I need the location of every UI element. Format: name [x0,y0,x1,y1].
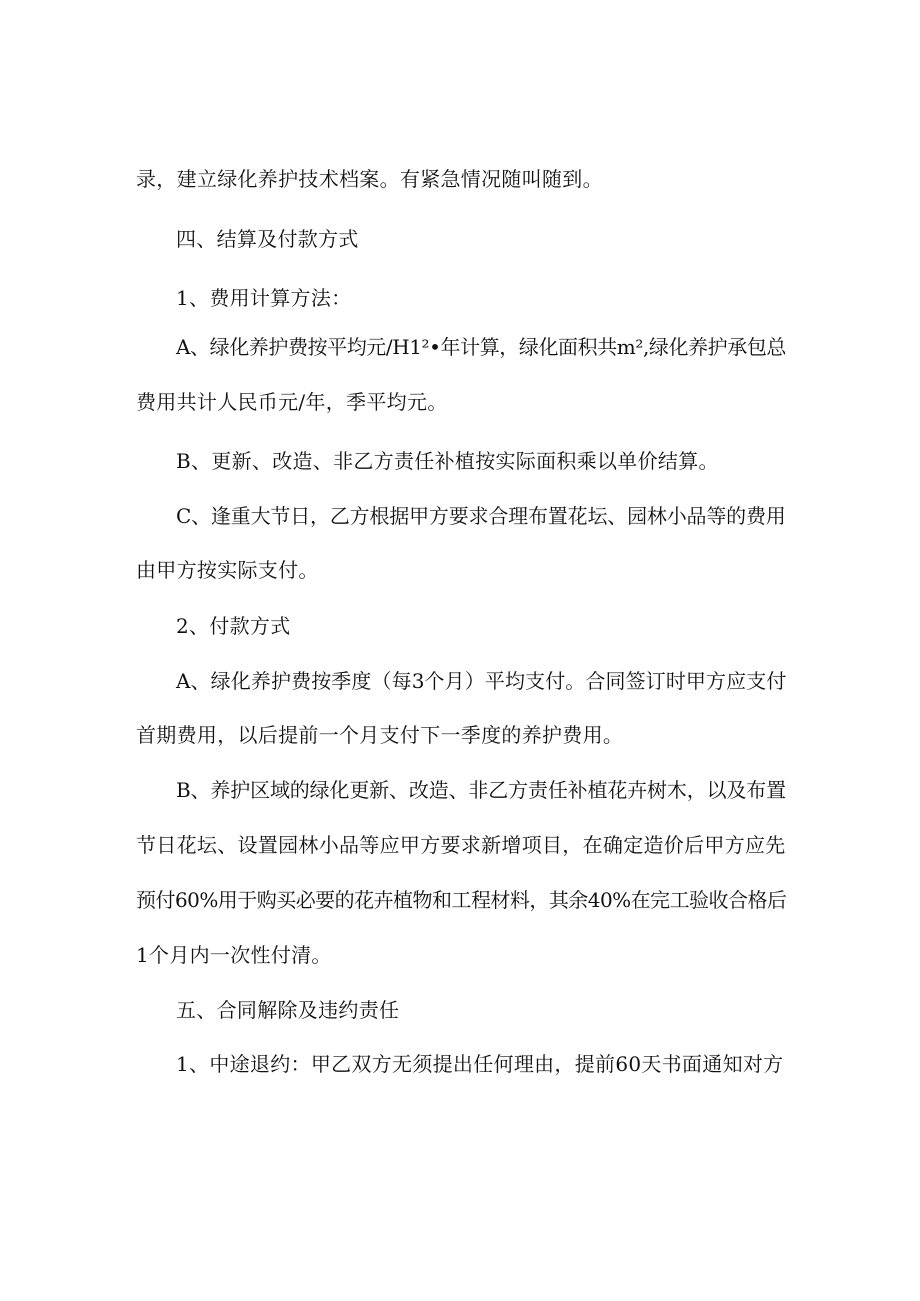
text-line: 1、中途退约：甲乙双方无须提出任何理由，提前60天书面通知对方 [176,1052,784,1076]
text-line: 录，建立绿化养护技术档案。有紧急情况随叫随到。 [136,167,603,191]
text-line: 节日花坛、设置园林小品等应甲方要求新增项目，在确定造价后甲方应先 [136,833,786,857]
subsection-heading: 1、费用计算方法： [176,286,352,310]
text-line: 由甲方按实际支付。 [136,558,319,582]
text-line: 预付60%用于购买必要的花卉植物和工程材料，其余40%在完工验收合格后 [136,888,787,912]
text-line: B、养护区域的绿化更新、改造、非乙方责任补植花卉树木，以及布置 [176,778,786,802]
section-heading: 五、合同解除及违约责任 [176,998,400,1022]
text-line: A、绿化养护费按平均元/H1²•年计算，绿化面积共m²,绿化养护承包总 [176,335,787,359]
subsection-heading: 2、付款方式 [176,614,291,638]
text-line: A、绿化养护费按季度（每3个月）平均支付。合同签订时甲方应支付 [176,669,787,693]
text-line: 费用共计人民币元/年，季平均元。 [136,390,448,414]
section-heading: 四、结算及付款方式 [176,227,359,251]
text-line: C、逢重大节日，乙方根据甲方要求合理布置花坛、园林小品等的费用 [176,504,786,528]
text-line: B、更新、改造、非乙方责任补植按实际面积乘以单价结算。 [176,449,719,473]
text-line: 首期费用，以后提前一个月支付下一季度的养护费用。 [136,723,624,747]
text-line: 1个月内一次性付清。 [136,943,332,967]
